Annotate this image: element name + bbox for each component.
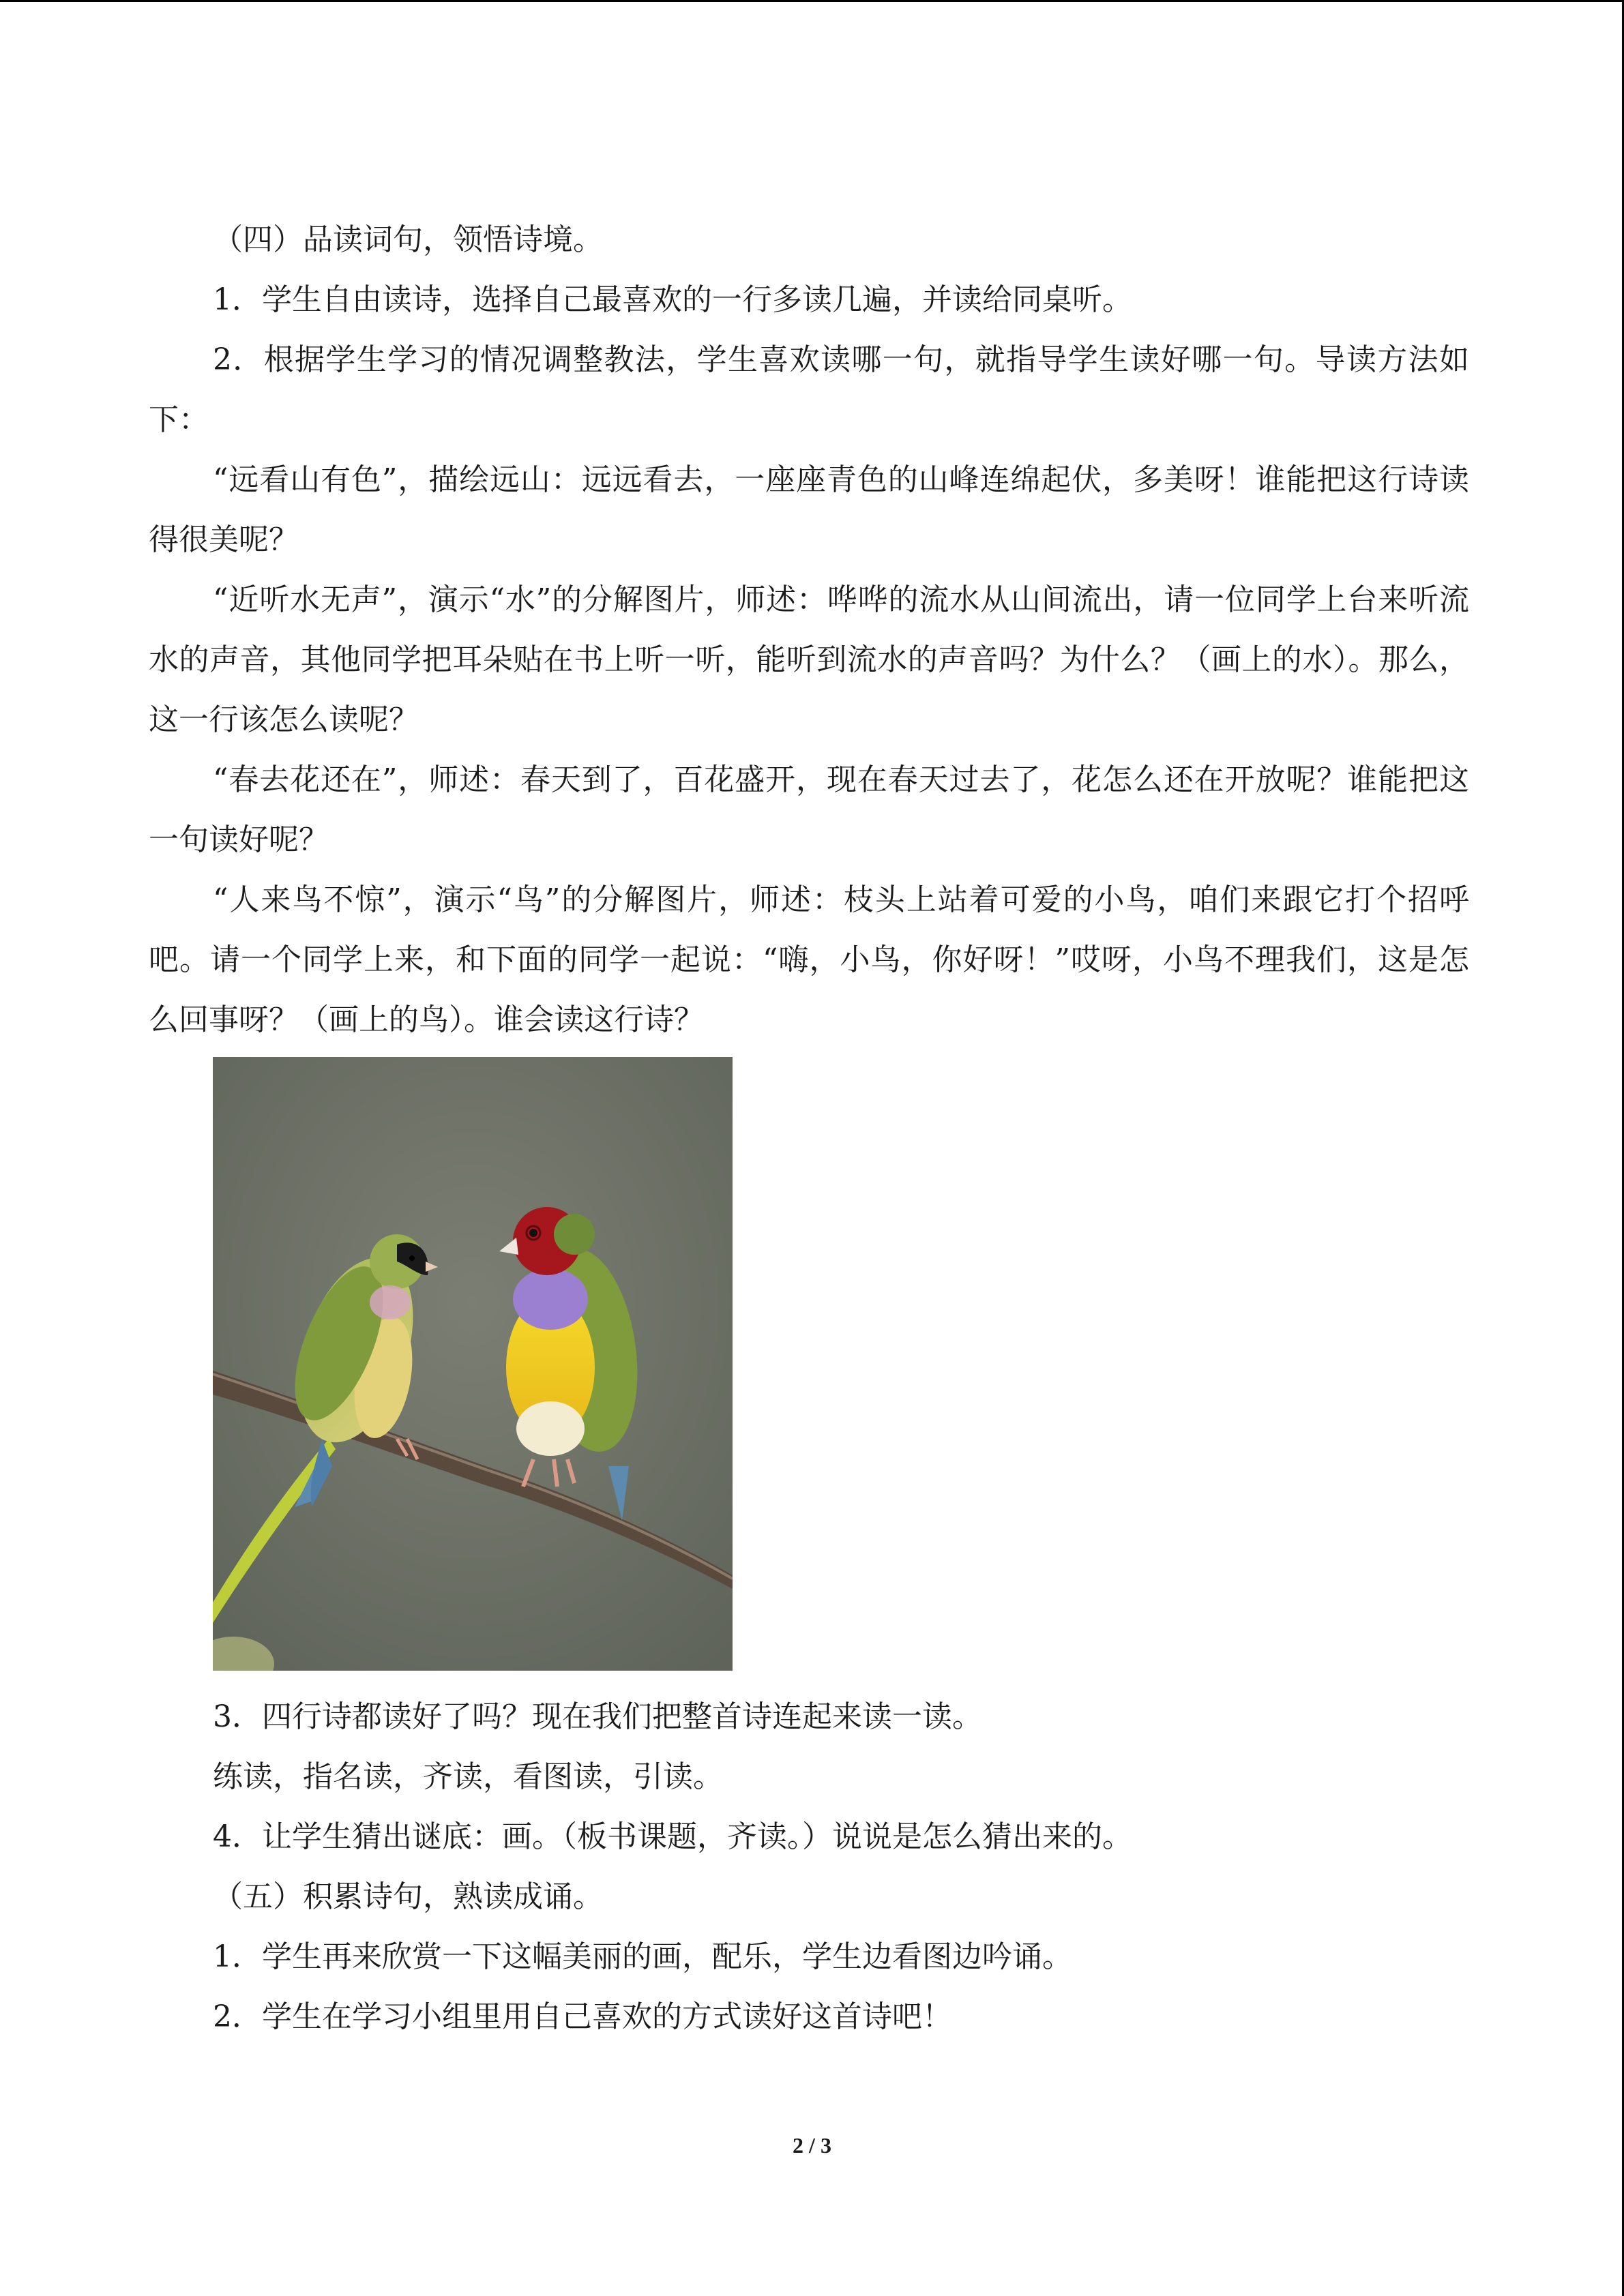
section-4-item-2: 2．根据学生学习的情况调整教法，学生喜欢读哪一句，就指导学生读好哪一句。导读方法如下： xyxy=(149,342,1469,437)
section-5-item-2: 2．学生在学习小组里用自己喜欢的方式读好这首诗吧！ xyxy=(213,1999,952,2034)
birds-photo xyxy=(213,1057,733,1671)
section-4-item-3-sub: 练读，指名读，齐读，看图读，引读。 xyxy=(213,1759,723,1794)
section-4-item-1: 1．学生自由读诗，选择自己最喜欢的一行多读几遍，并读给同桌听。 xyxy=(213,282,1132,317)
poem-line-water: “近听水无声”，演示“水”的分解图片，师述：哗哗的流水从山间流出，请一位同学上台来听流水的声音，其他同学把耳朵贴在书上听一听，能听到流水的声音吗？为什么？（画上的水）。那么，这一行该怎么读呢？ xyxy=(149,582,1469,737)
section-5-heading: （五）积累诗句，熟读成诵。 xyxy=(213,1879,603,1914)
page-edge-top xyxy=(0,0,1624,2)
document-body xyxy=(149,210,1469,2047)
poem-line-mountain: “远看山有色”，描绘远山：远远看去，一座座青色的山峰连绵起伏，多美呀！谁能把这行诗读得很美呢？ xyxy=(149,462,1469,557)
section-4-item-3: 3．四行诗都读好了吗？现在我们把整首诗连起来读一读。 xyxy=(213,1699,982,1734)
section-4-item-4: 4．让学生猜出谜底：画。（板书课题，齐读。）说说是怎么猜出来的。 xyxy=(213,1819,1132,1854)
poem-line-bird: “人来鸟不惊”，演示“鸟”的分解图片，师述：枝头上站着可爱的小鸟，咱们来跟它打个招呼吧。请一个同学上来，和下面的同学一起说：“嗨，小鸟，你好呀！”哎呀，小鸟不理我们，这是怎么回事呀？（画上的鸟）。谁会读这行诗？ xyxy=(149,882,1469,1037)
photo-background xyxy=(213,1057,733,1671)
section-5-item-1: 1．学生再来欣赏一下这幅美丽的画，配乐，学生边看图边吟诵。 xyxy=(213,1939,1072,1974)
poem-line-flower: “春去花还在”，师述：春天到了，百花盛开，现在春天过去了，花怎么还在开放呢？谁能把这一句读好呢？ xyxy=(149,762,1469,857)
page-number: 2 / 3 xyxy=(793,2133,831,2158)
section-4-heading: （四）品读词句，领悟诗境。 xyxy=(213,222,603,257)
